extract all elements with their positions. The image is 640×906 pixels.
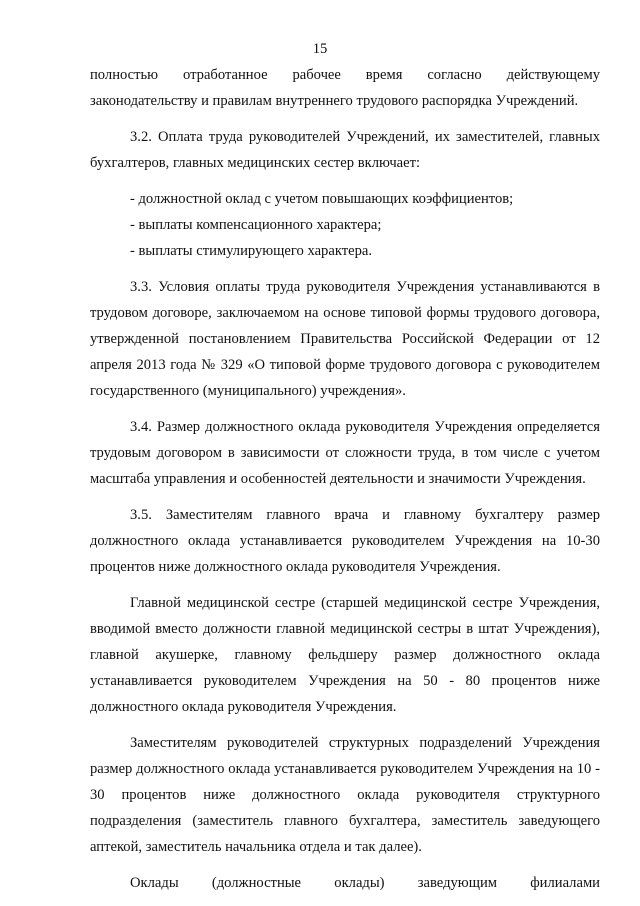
list-item-compensation: - выплаты компенсационного характера; <box>130 217 382 233</box>
list-item-incentive: - выплаты стимулирующего характера. <box>130 243 372 259</box>
paragraph-branch-heads: Оклады (должностные оклады) заведующим филиалами <box>130 875 600 891</box>
paragraph-chief-nurse: Главной медицинской сестре (старшей медицинской сестре Учреждения, вводимой вместо должности главной медицинской сестры в штат Учреждения), главной акушерке, главному фельдшеру размер должностного оклада устанавливается руководителем Учреждения на 50 - 80 процентов ниже должностного оклада руководителя Учреждения. <box>90 595 600 715</box>
list-item-base-salary: - должностной оклад с учетом повышающих коэффициентов; <box>130 191 514 207</box>
paragraph-3-4: 3.4. Размер должностного оклада руководителя Учреждения определяется трудовым договором в зависимости от сложности труда, в том числе с учетом масштаба управления и особенностей деятельности и значимости Учреждения. <box>90 419 600 487</box>
paragraph-3-3: 3.3. Условия оплаты труда руководителя Учреждения устанавливаются в трудовом договоре, заключаемом на основе типовой формы трудового договора, утвержденной постановлением Правительства Российской Федерации от 12 апреля 2013 года № 329 «О типовой форме трудового договора с руководителем государственного (муниципального) учреждения». <box>90 279 600 399</box>
paragraph-continuation: полностью отработанное рабочее время согласно действующему законодательству и правилам внутреннего трудового распорядка Учреждений. <box>90 67 600 109</box>
paragraph-deputy-heads: Заместителям руководителей структурных подразделений Учреждения размер должностного оклада устанавливается руководителем Учреждения на 10 - 30 процентов ниже должностного оклада руководителя структурного подразделения (заместитель главного бухгалтера, заместитель заведующего аптекой, заместитель начальника отдела и так далее). <box>90 735 600 855</box>
paragraph-3-2: 3.2. Оплата труда руководителей Учреждений, их заместителей, главных бухгалтеров, главных медицинских сестер включает: <box>90 129 600 171</box>
document-body <box>90 62 600 906</box>
page-number: 15 <box>312 41 328 57</box>
paragraph-3-5: 3.5. Заместителям главного врача и главному бухгалтеру размер должностного оклада устанавливается руководителем Учреждения на 10-30 процентов ниже должностного оклада руководителя Учреждения. <box>90 507 600 575</box>
